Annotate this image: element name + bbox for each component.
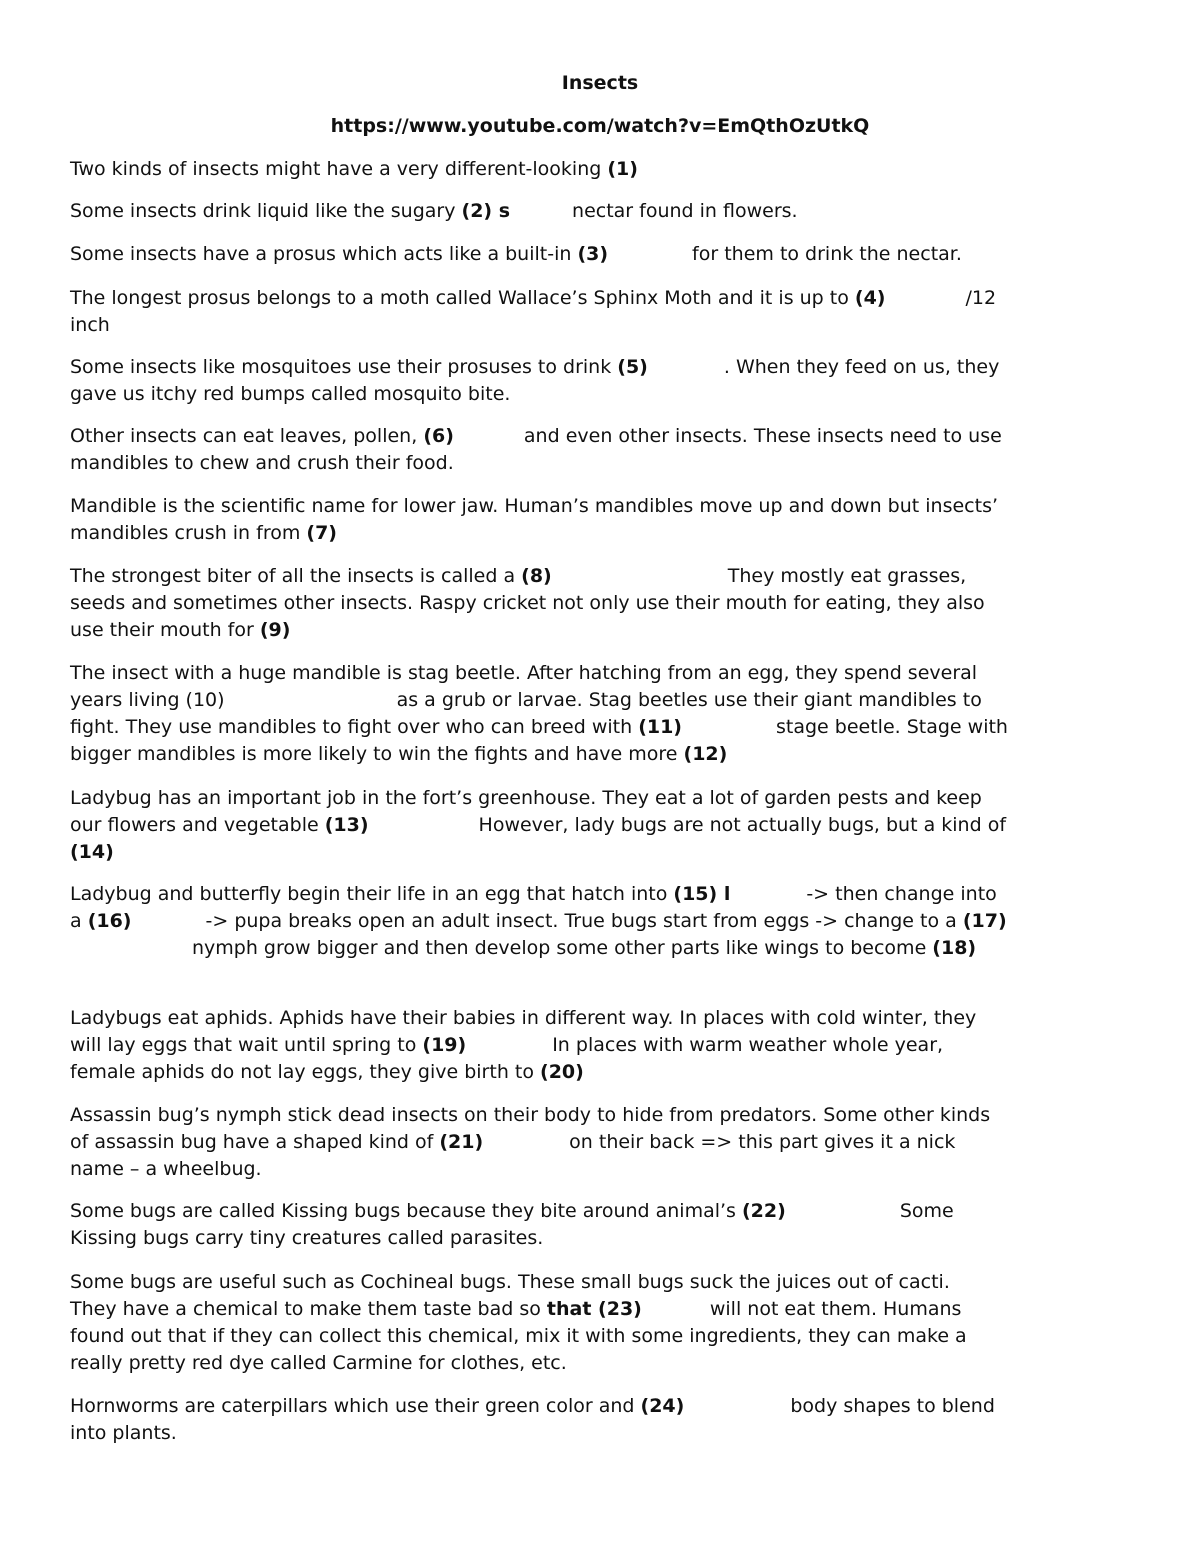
text-segment: Assassin bug’s nymph stick dead insects on their body to hide from predators. Some other kinds [70,1104,991,1126]
question-paragraph [70,1269,1140,1377]
text-segment: -> then change into [806,883,997,905]
text-segment: mandibles to chew and crush their food. [70,452,454,474]
text-segment: and even other insects. These insects need to use [523,425,1002,447]
text-segment: Some bugs are called Kissing bugs because they bite around animal’s [70,1200,742,1222]
question-number: (7) [306,522,337,544]
question-paragraph [70,1005,1140,1086]
text-segment: Mandible is the scientific name for lower jaw. Human’s mandibles move up and down but insects’ [70,495,999,517]
page-title: Insects [561,72,639,94]
text-line [70,520,1140,547]
text-segment: They mostly eat grasses, [727,565,967,587]
text-line [70,381,1140,408]
question-paragraph [70,354,1140,408]
text-segment: female aphids do not lay eggs, they give birth to [70,1061,541,1083]
text-line [70,1005,1140,1032]
text-segment: really pretty red dye called Carmine for clothes, etc. [70,1352,567,1374]
question-paragraph [70,1393,1140,1447]
question-number: (20) [540,1061,584,1083]
text-segment: stage beetle. Stage with [776,716,1008,738]
question-number: (1) [607,158,638,180]
text-line [70,285,1140,312]
video-link[interactable]: https://www.youtube.com/watch?v=EmQthOzUtkQ [330,115,870,137]
question-number: (6) [423,425,454,447]
question-paragraph [70,156,1140,183]
question-number: (17) [962,910,1007,932]
text-segment: name – a wheelbug. [70,1158,262,1180]
text-segment: our flowers and vegetable [70,814,325,836]
text-segment: Kissing bugs carry tiny creatures called parasites. [70,1227,544,1249]
text-segment: Some insects have a prosus which acts like a built-in [70,243,578,265]
text-segment: of assassin bug have a shaped kind of [70,1131,440,1153]
text-segment: They have a chemical to make them taste bad so [70,1298,547,1320]
question-number: that (23) [546,1298,642,1320]
question-paragraph [70,785,1140,866]
text-segment: -> pupa breaks open an adult insect. True bugs start from eggs -> change to a [205,910,963,932]
text-line [70,714,1140,741]
question-paragraph [70,198,1140,225]
text-segment: Hornworms are caterpillars which use their green color and [70,1395,641,1417]
text-segment: In places with warm weather whole year, [552,1034,944,1056]
text-line [70,354,1140,381]
text-segment: Ladybugs eat aphids. Aphids have their babies in different way. In places with cold winter, they [70,1007,977,1029]
question-paragraph [70,423,1140,477]
text-segment: . When they feed on us, they [723,356,1000,378]
text-segment: Ladybug has an important job in the fort’s greenhouse. They eat a lot of garden pests and keep [70,787,982,809]
question-number: (15) l [673,883,731,905]
text-line [70,423,1140,450]
text-segment: nymph grow bigger and then develop some other parts like wings to become [192,937,933,959]
text-line [70,1296,1140,1323]
text-segment: /12 [965,287,997,309]
question-paragraph [70,881,1140,962]
text-line [70,1393,1140,1420]
text-line [70,241,1140,268]
text-segment: Ladybug and butterfly begin their life in an egg that hatch into [70,883,674,905]
question-paragraph [70,1102,1140,1183]
text-segment: fight. They use mandibles to fight over who can breed with [70,716,639,738]
text-segment: nectar found in flowers. [572,200,798,222]
question-paragraph [70,241,1140,268]
text-segment: on their back => this part gives it a nick [569,1131,956,1153]
question-number: (2) s [461,200,511,222]
question-number: (11) [638,716,682,738]
text-line [70,1129,1140,1156]
text-line [70,1269,1140,1296]
text-line [70,935,1140,962]
text-segment: inch [70,314,110,336]
text-line [70,839,1140,866]
text-line [70,198,1140,225]
text-segment: will not eat them. Humans [709,1298,962,1320]
text-segment: Some [899,1200,954,1222]
text-line [70,1198,1140,1225]
question-number: (18) [932,937,977,959]
text-segment: mandibles crush in from [70,522,307,544]
text-line [70,1350,1140,1377]
question-number: (21) [439,1131,484,1153]
text-segment: years living (10) [70,689,225,711]
text-segment: a [70,910,88,932]
question-number: (8) [521,565,552,587]
question-number: (4) [854,287,886,309]
text-segment: seeds and sometimes other insects. Raspy cricket not only use their mouth for eating, they also [70,592,985,614]
question-paragraph [70,563,1140,644]
text-line [70,617,1140,644]
text-segment: will lay eggs that wait until spring to [70,1034,423,1056]
text-line [70,563,1140,590]
text-line [70,1156,1140,1183]
text-segment: Other insects can eat leaves, pollen, [70,425,424,447]
text-line [70,1059,1140,1086]
question-paragraph [70,1198,1140,1252]
text-segment: body shapes to blend [790,1395,995,1417]
text-segment: Two kinds of insects might have a very different-looking [70,158,608,180]
question-number: (3) [577,243,609,265]
text-segment: Some bugs are useful such as Cochineal bugs. These small bugs suck the juices out of cacti. [70,1271,950,1293]
text-segment: Some insects like mosquitoes use their prosuses to drink [70,356,618,378]
text-line [70,1102,1140,1129]
text-line [70,660,1140,687]
text-line [70,908,1140,935]
text-line [70,1032,1140,1059]
question-number: (19) [422,1034,467,1056]
question-number: (22) [742,1200,786,1222]
text-segment: However, lady bugs are not actually bugs, but a kind of [478,814,1007,836]
question-number: (12) [683,743,728,765]
question-paragraph [70,660,1140,768]
text-segment: The longest prosus belongs to a moth called Wallace’s Sphinx Moth and it is up to [70,287,855,309]
text-segment: gave us itchy red bumps called mosquito bite. [70,383,511,405]
text-line [70,812,1140,839]
question-number: (9) [259,619,291,641]
text-segment: Some insects drink liquid like the sugary [70,200,462,222]
text-line [70,156,1140,183]
text-segment: into plants. [70,1422,177,1444]
text-line [70,687,1140,714]
text-line [70,785,1140,812]
question-number: (24) [640,1395,685,1417]
text-segment: for them to drink the nectar. [692,243,962,265]
text-line [70,1323,1140,1350]
question-paragraph [70,285,1140,339]
text-segment: bigger mandibles is more likely to win the fights and have more [70,743,684,765]
text-line [70,312,1140,339]
text-line [70,1420,1140,1447]
text-segment: found out that if they can collect this chemical, mix it with some ingredients, they can make a [70,1325,967,1347]
question-number: (13) [324,814,369,836]
text-segment: The strongest biter of all the insects is called a [70,565,522,587]
question-paragraph [70,493,1140,547]
question-number: (14) [70,841,114,863]
text-line [70,493,1140,520]
text-line [70,590,1140,617]
text-segment: as a grub or larvae. Stag beetles use their giant mandibles to [396,689,982,711]
text-line [70,450,1140,477]
text-segment: use their mouth for [70,619,260,641]
text-line [70,881,1140,908]
text-line [70,1225,1140,1252]
question-number: (5) [617,356,648,378]
text-segment: The insect with a huge mandible is stag beetle. After hatching from an egg, they spend several [70,662,978,684]
text-line [70,741,1140,768]
question-number: (16) [87,910,132,932]
